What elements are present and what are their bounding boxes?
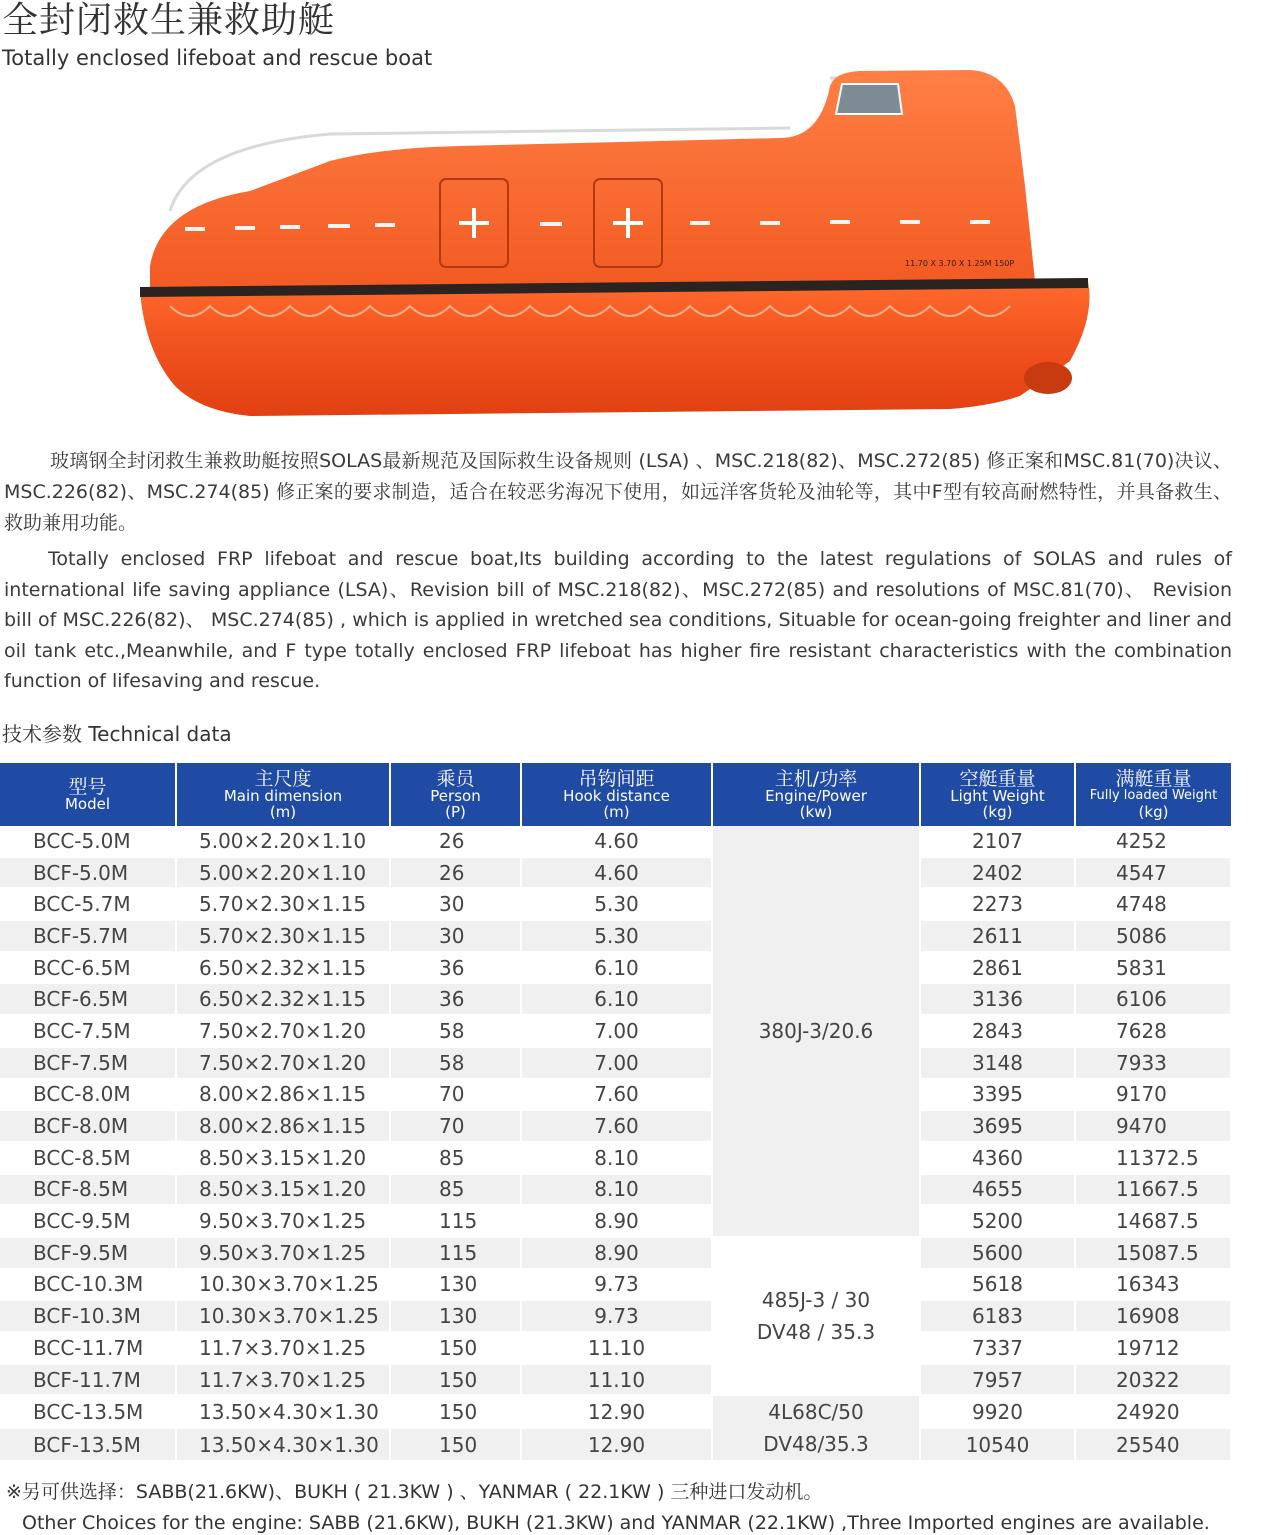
table-row	[0, 1332, 1231, 1364]
cell-model: BCC-6.5M	[0, 952, 176, 984]
table-row	[0, 1079, 1231, 1111]
cell-fully-loaded-weight: 25540	[1075, 1428, 1231, 1461]
cell-light-weight: 7337	[920, 1332, 1075, 1364]
cell-main-dimension: 8.50×3.15×1.20	[176, 1142, 390, 1174]
cell-main-dimension: 10.30×3.70×1.25	[176, 1269, 390, 1301]
cell-light-weight: 5200	[920, 1205, 1075, 1237]
cell-main-dimension: 8.00×2.86×1.15	[176, 1079, 390, 1111]
cell-model: BCF-11.7M	[0, 1364, 176, 1396]
cell-main-dimension: 6.50×2.32×1.15	[176, 983, 390, 1015]
section-title: 技术参数 Technical data	[2, 722, 232, 746]
header-engine-power: 主机/功率 Engine/Power (kw)	[712, 763, 920, 826]
lifeboat-image	[130, 66, 1130, 418]
engine-line: 4L68C/50	[768, 1400, 864, 1425]
cell-light-weight: 3136	[920, 983, 1075, 1015]
cell-fully-loaded-weight: 4252	[1075, 826, 1231, 857]
cell-light-weight: 2273	[920, 888, 1075, 920]
header-hook-distance: 吊钩间距 Hook distance (m)	[521, 763, 712, 826]
cell-main-dimension: 11.7×3.70×1.25	[176, 1332, 390, 1364]
engine-line: 380J-3/20.6	[758, 1018, 874, 1043]
cell-model: BCC-8.0M	[0, 1079, 176, 1111]
cell-engine-power	[712, 1237, 920, 1395]
cell-fully-loaded-weight: 11372.5	[1075, 1142, 1231, 1174]
cell-model: BCF-8.0M	[0, 1110, 176, 1142]
cell-light-weight: 9920	[920, 1395, 1075, 1428]
cell-main-dimension: 6.50×2.32×1.15	[176, 952, 390, 984]
cell-person: 150	[390, 1395, 521, 1428]
cell-hook-distance: 6.10	[521, 952, 712, 984]
table-row	[0, 1047, 1231, 1079]
boat-marking: 11.70 X 3.70 X 1.25M 150P	[905, 259, 1015, 268]
cell-fully-loaded-weight: 5086	[1075, 920, 1231, 952]
cell-main-dimension: 5.00×2.20×1.10	[176, 826, 390, 857]
cell-main-dimension: 7.50×2.70×1.20	[176, 1015, 390, 1047]
cell-person: 150	[390, 1332, 521, 1364]
cell-light-weight: 4360	[920, 1142, 1075, 1174]
cell-fully-loaded-weight: 20322	[1075, 1364, 1231, 1396]
cell-person: 85	[390, 1142, 521, 1174]
cell-model: BCF-13.5M	[0, 1428, 176, 1461]
engine-line: 485J-3 / 30	[761, 1288, 871, 1313]
table-row	[0, 952, 1231, 984]
header-fully-loaded-weight: 满艇重量 Fully loaded Weight (kg)	[1075, 763, 1231, 826]
cell-person: 70	[390, 1110, 521, 1142]
page-title-cn: 全封闭救生兼救助艇	[2, 0, 336, 41]
table-row	[0, 1428, 1231, 1461]
table-row	[0, 983, 1231, 1015]
cell-hook-distance: 7.60	[521, 1079, 712, 1111]
table-row	[0, 826, 1231, 857]
cell-main-dimension: 5.70×2.30×1.15	[176, 888, 390, 920]
header-person: 乘员 Person (P)	[390, 763, 521, 826]
cell-fully-loaded-weight: 9470	[1075, 1110, 1231, 1142]
table-row	[0, 1205, 1231, 1237]
cell-hook-distance: 8.90	[521, 1237, 712, 1269]
engine-line: DV48 / 35.3	[756, 1320, 876, 1345]
cell-light-weight: 4655	[920, 1174, 1075, 1206]
cell-fully-loaded-weight: 7933	[1075, 1047, 1231, 1079]
description-en: Totally enclosed FRP lifeboat and rescue boat,Its building according to the latest regulations of SOLAS and rules of international life saving appliance (LSA)、Revision bill of MSC.218(82)、MSC.272(85) and resolutions of MSC.81(70)、 Revision bill of MSC.226(82)、 MSC.274(85) , which is applied in wretched sea conditions, Situable for ocean-going freighter and liner and oil tank etc.,Meanwhile, and F type totally enclosed FRP lifeboat has higher fire resistant characteristics with the combination function of lifesaving and rescue.	[4, 548, 1232, 692]
cell-person: 30	[390, 888, 521, 920]
cell-light-weight: 2107	[920, 826, 1075, 857]
cell-light-weight: 5600	[920, 1237, 1075, 1269]
table-row	[0, 1174, 1231, 1206]
cell-hook-distance: 11.10	[521, 1364, 712, 1396]
cell-hook-distance: 7.00	[521, 1015, 712, 1047]
cell-fully-loaded-weight: 4748	[1075, 888, 1231, 920]
cell-main-dimension: 5.70×2.30×1.15	[176, 920, 390, 952]
cell-fully-loaded-weight: 19712	[1075, 1332, 1231, 1364]
cell-hook-distance: 5.30	[521, 920, 712, 952]
cell-hook-distance: 11.10	[521, 1332, 712, 1364]
cell-model: BCC-5.7M	[0, 888, 176, 920]
note-cn: ※另可供选择：SABB(21.6KW)、BUKH ( 21.3KW ) 、YANMAR ( 22.1KW ) 三种进口发动机。	[6, 1481, 823, 1503]
cell-main-dimension: 13.50×4.30×1.30	[176, 1395, 390, 1428]
cell-main-dimension: 11.7×3.70×1.25	[176, 1364, 390, 1396]
cell-fully-loaded-weight: 24920	[1075, 1395, 1231, 1428]
cell-person: 70	[390, 1079, 521, 1111]
cell-person: 130	[390, 1269, 521, 1301]
cell-model: BCF-5.7M	[0, 920, 176, 952]
header-main-dimension: 主尺度 Main dimension (m)	[176, 763, 390, 826]
cell-person: 58	[390, 1047, 521, 1079]
cell-fully-loaded-weight: 11667.5	[1075, 1174, 1231, 1206]
cell-light-weight: 10540	[920, 1428, 1075, 1461]
cell-model: BCC-11.7M	[0, 1332, 176, 1364]
cell-main-dimension: 9.50×3.70×1.25	[176, 1205, 390, 1237]
cell-hook-distance: 4.60	[521, 826, 712, 857]
cell-main-dimension: 7.50×2.70×1.20	[176, 1047, 390, 1079]
cell-model: BCC-10.3M	[0, 1269, 176, 1301]
cell-hook-distance: 4.60	[521, 857, 712, 889]
cell-main-dimension: 13.50×4.30×1.30	[176, 1428, 390, 1461]
cell-person: 26	[390, 857, 521, 889]
table-row	[0, 1237, 1231, 1269]
cell-person: 130	[390, 1300, 521, 1332]
cell-main-dimension: 8.50×3.15×1.20	[176, 1174, 390, 1206]
cell-person: 150	[390, 1428, 521, 1461]
cell-person: 85	[390, 1174, 521, 1206]
cell-light-weight: 3148	[920, 1047, 1075, 1079]
table-row	[0, 1300, 1231, 1332]
cell-model: BCF-10.3M	[0, 1300, 176, 1332]
table-row	[0, 920, 1231, 952]
cell-hook-distance: 7.00	[521, 1047, 712, 1079]
cell-main-dimension: 9.50×3.70×1.25	[176, 1237, 390, 1269]
table-row	[0, 1110, 1231, 1142]
cell-model: BCC-8.5M	[0, 1142, 176, 1174]
cell-fully-loaded-weight: 9170	[1075, 1079, 1231, 1111]
table-row	[0, 1395, 1231, 1428]
cell-fully-loaded-weight: 16343	[1075, 1269, 1231, 1301]
header-light-weight: 空艇重量 Light Weight (kg)	[920, 763, 1075, 826]
cell-light-weight: 5618	[920, 1269, 1075, 1301]
cell-hook-distance: 6.10	[521, 983, 712, 1015]
cell-person: 115	[390, 1205, 521, 1237]
cell-main-dimension: 8.00×2.86×1.15	[176, 1110, 390, 1142]
cell-person: 36	[390, 983, 521, 1015]
table-row	[0, 888, 1231, 920]
cell-hook-distance: 8.10	[521, 1174, 712, 1206]
engine-line: DV48/35.3	[763, 1432, 869, 1457]
table-row	[0, 1015, 1231, 1047]
page-title-en: Totally enclosed lifeboat and rescue boat	[2, 46, 433, 70]
cell-fully-loaded-weight: 7628	[1075, 1015, 1231, 1047]
cell-fully-loaded-weight: 6106	[1075, 983, 1231, 1015]
cell-light-weight: 2402	[920, 857, 1075, 889]
cell-main-dimension: 5.00×2.20×1.10	[176, 857, 390, 889]
cell-light-weight: 2843	[920, 1015, 1075, 1047]
cell-person: 150	[390, 1364, 521, 1396]
cell-fully-loaded-weight: 15087.5	[1075, 1237, 1231, 1269]
cell-person: 58	[390, 1015, 521, 1047]
cell-main-dimension: 10.30×3.70×1.25	[176, 1300, 390, 1332]
cell-light-weight: 2861	[920, 952, 1075, 984]
table-row	[0, 1142, 1231, 1174]
cell-fully-loaded-weight: 4547	[1075, 857, 1231, 889]
cell-fully-loaded-weight: 16908	[1075, 1300, 1231, 1332]
cell-hook-distance: 9.73	[521, 1300, 712, 1332]
cell-model: BCF-6.5M	[0, 983, 176, 1015]
cell-hook-distance: 7.60	[521, 1110, 712, 1142]
table-row	[0, 1364, 1231, 1396]
cell-hook-distance: 5.30	[521, 888, 712, 920]
table-header-row	[0, 763, 1231, 826]
cell-hook-distance: 9.73	[521, 1269, 712, 1301]
cell-light-weight: 6183	[920, 1300, 1075, 1332]
cell-person: 30	[390, 920, 521, 952]
table-row	[0, 1269, 1231, 1301]
cell-model: BCC-7.5M	[0, 1015, 176, 1047]
cell-fully-loaded-weight: 5831	[1075, 952, 1231, 984]
technical-data-table	[0, 763, 1232, 1462]
cell-model: BCC-5.0M	[0, 826, 176, 857]
cell-light-weight: 7957	[920, 1364, 1075, 1396]
cell-person: 26	[390, 826, 521, 857]
cell-model: BCC-9.5M	[0, 1205, 176, 1237]
cell-light-weight: 3395	[920, 1079, 1075, 1111]
note-en: Other Choices for the engine: SABB (21.6KW), BUKH (21.3KW) and YANMAR (22.1KW) ,Three Imported engines are available.	[22, 1512, 1210, 1534]
cell-engine-power	[712, 1395, 920, 1461]
table-row	[0, 857, 1231, 889]
cell-model: BCC-13.5M	[0, 1395, 176, 1428]
cell-engine-power	[712, 826, 920, 1237]
cell-hook-distance: 12.90	[521, 1395, 712, 1428]
cell-model: BCF-5.0M	[0, 857, 176, 889]
header-model: 型号 Model	[0, 763, 176, 826]
cell-hook-distance: 8.90	[521, 1205, 712, 1237]
cell-light-weight: 2611	[920, 920, 1075, 952]
cell-model: BCF-7.5M	[0, 1047, 176, 1079]
cell-hook-distance: 12.90	[521, 1428, 712, 1461]
cell-light-weight: 3695	[920, 1110, 1075, 1142]
cell-person: 36	[390, 952, 521, 984]
cell-hook-distance: 8.10	[521, 1142, 712, 1174]
cell-model: BCF-8.5M	[0, 1174, 176, 1206]
cell-fully-loaded-weight: 14687.5	[1075, 1205, 1231, 1237]
cell-model: BCF-9.5M	[0, 1237, 176, 1269]
cell-person: 115	[390, 1237, 521, 1269]
description-cn: 玻璃钢全封闭救生兼救助艇按照SOLAS最新规范及国际救生设备规则 (LSA) 、MSC.218(82)、MSC.272(85) 修正案和MSC.81(70)决议、MSC.226(82)、MSC.274(85) 修正案的要求制造，适合在较恶劣海况下使用，如远洋客货轮及油轮等，其中F型有较高耐燃特性，并具备救生、救助兼用功能。	[4, 450, 1232, 534]
